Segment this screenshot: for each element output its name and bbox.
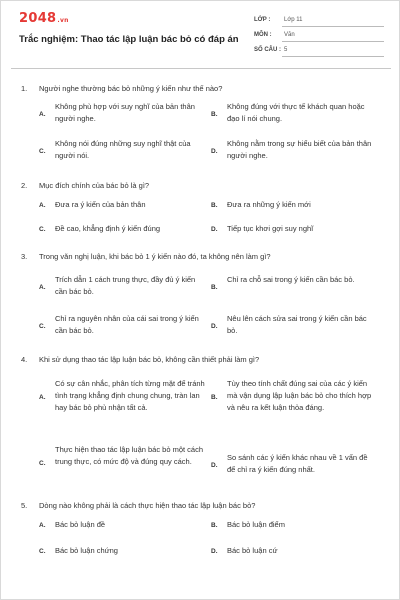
question-number: 5.: [21, 501, 28, 510]
option-label: A.: [39, 394, 46, 401]
option-label: B.: [211, 394, 218, 401]
option-label: C.: [39, 323, 46, 330]
option-d[interactable]: [211, 223, 391, 237]
option-text: Trích dẫn 1 cách trung thực, đầy đủ ý kiến cần bác bỏ.: [55, 275, 196, 296]
option-text: Nêu lên cách sửa sai trong ý kiến cần bác bỏ.: [227, 314, 367, 335]
question-count-label: SỐ CÂU :: [254, 47, 281, 53]
option-label: C.: [39, 548, 46, 555]
subject-underline: [282, 41, 384, 42]
option-b[interactable]: [211, 199, 391, 213]
option-a[interactable]: [39, 519, 219, 533]
option-text: Đề cao, khẳng định ý kiến đúng: [55, 224, 161, 233]
option-label: B.: [211, 284, 218, 291]
option-label: B.: [211, 111, 218, 118]
page-title: Trắc nghiệm: Thao tác lập luận bác bỏ có đáp án: [19, 34, 239, 45]
option-b[interactable]: [211, 378, 391, 430]
option-text: Tiếp tục khơi gợi suy nghĩ: [227, 224, 314, 233]
worksheet-header: [1, 1, 400, 65]
option-text: Bác bỏ luận chứng: [55, 546, 118, 555]
option-text: Đưa ra những ý kiến mới: [227, 200, 311, 209]
option-text: Đưa ra ý kiến của bản thân: [55, 200, 146, 209]
subject-value: Văn: [284, 32, 295, 38]
question-count-underline: [282, 56, 384, 57]
option-c[interactable]: [39, 545, 219, 559]
option-text: Bác bỏ luận đề: [55, 520, 106, 529]
option-text: Không đúng với thực tế khách quan hoặc đạo lí nói chung.: [227, 102, 365, 123]
option-b[interactable]: [211, 274, 391, 300]
question-number: 1.: [21, 84, 28, 93]
subject-label: MÔN :: [254, 32, 272, 38]
option-label: A.: [39, 284, 46, 291]
option-label: D.: [211, 323, 218, 330]
option-label: B.: [211, 522, 218, 529]
option-text: Không nói đúng những suy nghĩ thật của người nói.: [55, 139, 191, 160]
option-d[interactable]: [211, 138, 391, 164]
grade-field: [254, 15, 384, 27]
option-label: B.: [211, 202, 218, 209]
option-c[interactable]: [39, 444, 219, 484]
option-label: D.: [211, 548, 218, 555]
option-text: Có sự cân nhắc, phân tích từng mặt để tránh tình trạng khẳng định chung chung, tràn lan hay bác bỏ phủ nhận tất cả.: [55, 379, 205, 412]
question-text: Mục đích chính của bác bỏ là gì?: [39, 181, 150, 190]
option-c[interactable]: [39, 313, 219, 339]
option-a[interactable]: [39, 378, 219, 430]
logo-suffix: .vn: [57, 17, 69, 24]
question-text: Dòng nào không phải là cách thực hiện thao tác lập luận bác bỏ?: [39, 501, 256, 510]
option-c[interactable]: [39, 223, 219, 237]
question-number: 4.: [21, 355, 28, 364]
header-divider: [11, 68, 391, 69]
option-label: D.: [211, 462, 218, 469]
grade-value: Lớp 11: [284, 17, 303, 23]
question-count-field: [254, 45, 384, 57]
question-number: 2.: [21, 181, 28, 190]
option-text: Thực hiện thao tác lập luận bác bỏ một cách trung thực, có mức độ và đúng quy cách.: [55, 445, 204, 466]
option-a[interactable]: [39, 199, 219, 213]
logo-number: 2048: [19, 11, 57, 26]
option-label: D.: [211, 226, 218, 233]
option-a[interactable]: [39, 101, 219, 127]
option-d[interactable]: [211, 313, 391, 339]
subject-field: [254, 30, 384, 42]
option-text: Không nằm trong sự hiểu biết của bản thân người nghe.: [227, 139, 372, 160]
site-logo[interactable]: [19, 11, 69, 26]
option-label: A.: [39, 111, 46, 118]
option-d[interactable]: [211, 452, 391, 480]
option-label: D.: [211, 148, 218, 155]
question-count-value: 5: [284, 47, 288, 53]
option-d[interactable]: [211, 545, 391, 559]
option-text: Bác bỏ luận cứ: [227, 546, 278, 555]
option-text: So sánh các ý kiến khác nhau về 1 vấn đề để chỉ ra ý kiến đúng nhất.: [227, 453, 368, 474]
option-text: Tùy theo tính chất đúng sai của các ý kiến mà vận dụng lập luận bác bỏ cho thích hợp và nêu ra kết luận thỏa đáng.: [227, 379, 372, 412]
option-label: C.: [39, 226, 46, 233]
question-text: Người nghe thường bác bỏ những ý kiến như thế nào?: [39, 84, 223, 93]
option-a[interactable]: [39, 274, 219, 300]
question-number: 3.: [21, 252, 28, 261]
question-text: Trong văn nghị luận, khi bác bỏ 1 ý kiến nào đó, ta không nên làm gì?: [39, 252, 271, 261]
option-text: Chỉ ra chỗ sai trong ý kiến cần bác bỏ.: [227, 275, 355, 284]
option-label: C.: [39, 460, 46, 467]
option-label: C.: [39, 148, 46, 155]
grade-underline: [282, 26, 384, 27]
question-text: Khi sử dụng thao tác lập luận bác bỏ, không cần thiết phải làm gì?: [39, 355, 260, 364]
option-b[interactable]: [211, 519, 391, 533]
option-text: Chỉ ra nguyên nhân của cái sai trong ý kiến cần bác bỏ.: [55, 314, 199, 335]
grade-label: LỚP :: [254, 17, 271, 23]
option-label: A.: [39, 522, 46, 529]
option-text: Bác bỏ luận điểm: [227, 520, 285, 529]
option-label: A.: [39, 202, 46, 209]
option-b[interactable]: [211, 101, 391, 127]
option-text: Không phù hợp với suy nghĩ của bản thân người nghe.: [55, 102, 195, 123]
option-c[interactable]: [39, 138, 219, 164]
